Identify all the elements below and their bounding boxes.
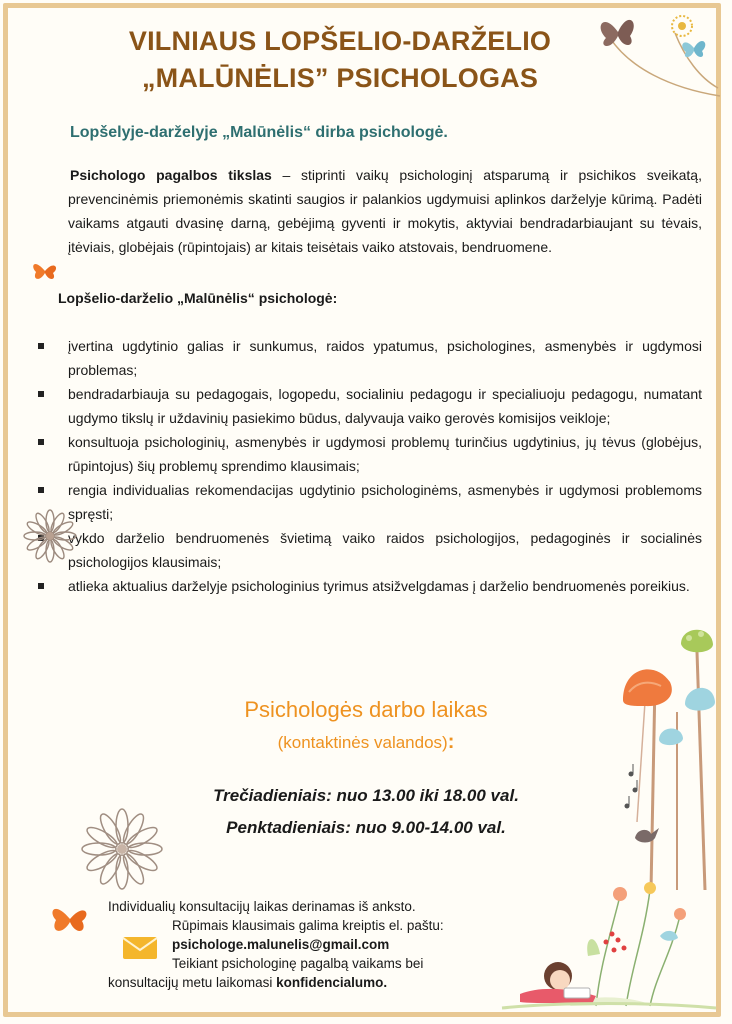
hours-friday: Penktadieniais: nuo 9.00-14.00 val. <box>226 818 506 837</box>
contact-line4: konsultacijų metu laikomasi konfidencialumo. <box>108 975 388 990</box>
page-title-line1: VILNIAUS LOPŠELIO-DARŽELIO <box>128 26 552 56</box>
top-decoration <box>590 8 725 103</box>
goal-label: Psichologo pagalbos tikslas <box>70 167 272 183</box>
list-item: įvertina ugdytinio galias ir sunkumus, raidos ypatumus, psichologines, asmenybės ir ugdymosi problemas; <box>30 335 702 382</box>
hours-wednesday: Trečiadieniais: nuo 13.00 iki 18.00 val. <box>213 786 519 805</box>
butterfly-icon <box>30 258 60 284</box>
list-item: bendradarbiauja su pedagogais, logopedu, socialiniu pedagogu ir specialiuoju pedagogu, numatant ugdymo tikslų ir uždavinių pasiekimo būdus, dalyvauja vaiko gerovės komisijos veikloje; <box>30 383 702 430</box>
list-item: atlieka aktualius darželyje psichologinius tyrimus atsižvelgdamas į darželio bendruomenės poreikius. <box>30 575 702 599</box>
contact-line3: Teikiant psichologinę pagalbą vaikams bei <box>172 956 424 971</box>
hours-subtitle: (kontaktinės valandos): <box>277 731 455 753</box>
butterfly-icon <box>682 41 705 57</box>
goal-paragraph <box>68 163 702 259</box>
trees-illustration <box>615 622 720 892</box>
list-item: konsultuoja psichologinių, asmenybės ir ugdymosi problemų turinčius ugdytinius, jų tėvus (globėjus, rūpintojus) šių problemų sprendimo klausimais; <box>30 431 702 478</box>
duties-list <box>30 335 702 599</box>
goal-text: – stiprinti vaikų psichologinį atsparumą ir psichikos sveikatą, prevencinėmis priemonėmis skatinti saugios ir palankios ugdymuisi aplinkos darželyje kūrimą. Padėti vaikams atgauti dvasinę darną, gebėjimą gyventi ir mokytis, aktyviai bendradarbiaujant su tėvais, įtėviais, globėjais (rūpintojais) ar kitais teisėtais vaiko atstovais, bendruomene. <box>68 167 702 255</box>
intro-subtitle: Lopšelyje-darželyje „Malūnėlis“ dirba psichologė. <box>70 124 448 141</box>
list-item: rengia individualias rekomendacijas ugdytinio psichologinėms, asmenybės ir ugdymosi problemoms spręsti; <box>30 479 702 526</box>
butterfly-icon <box>48 900 92 938</box>
bullet-icon <box>38 583 44 589</box>
bullet-icon <box>38 439 44 445</box>
bullet-icon <box>38 391 44 397</box>
bullet-icon <box>38 487 44 493</box>
page-title-line2: „MALŪNĖLIS” PSICHOLOGAS <box>141 63 539 93</box>
contact-email[interactable]: psichologe.malunelis@gmail.com <box>172 937 390 952</box>
hours-title: Psichologės darbo laikas <box>244 697 488 722</box>
contact-line2: Rūpimais klausimais galima kreiptis el. paštu: <box>172 918 444 933</box>
girl-illustration <box>500 876 718 1014</box>
bullet-icon <box>38 343 44 349</box>
list-item: vykdo darželio bendruomenės švietimą vaiko raidos psichologijos, pedagoginės ir socialinės psichologijos klausimais; <box>30 527 702 574</box>
envelope-icon <box>122 936 158 960</box>
duties-heading: Lopšelio-darželio „Malūnėlis“ psichologė: <box>58 290 338 306</box>
butterfly-icon <box>601 20 634 46</box>
flower-icon <box>80 807 164 891</box>
contact-line1: Individualių konsultacijų laikas derinamas iš anksto. <box>108 899 416 914</box>
flower-icon <box>22 508 78 564</box>
